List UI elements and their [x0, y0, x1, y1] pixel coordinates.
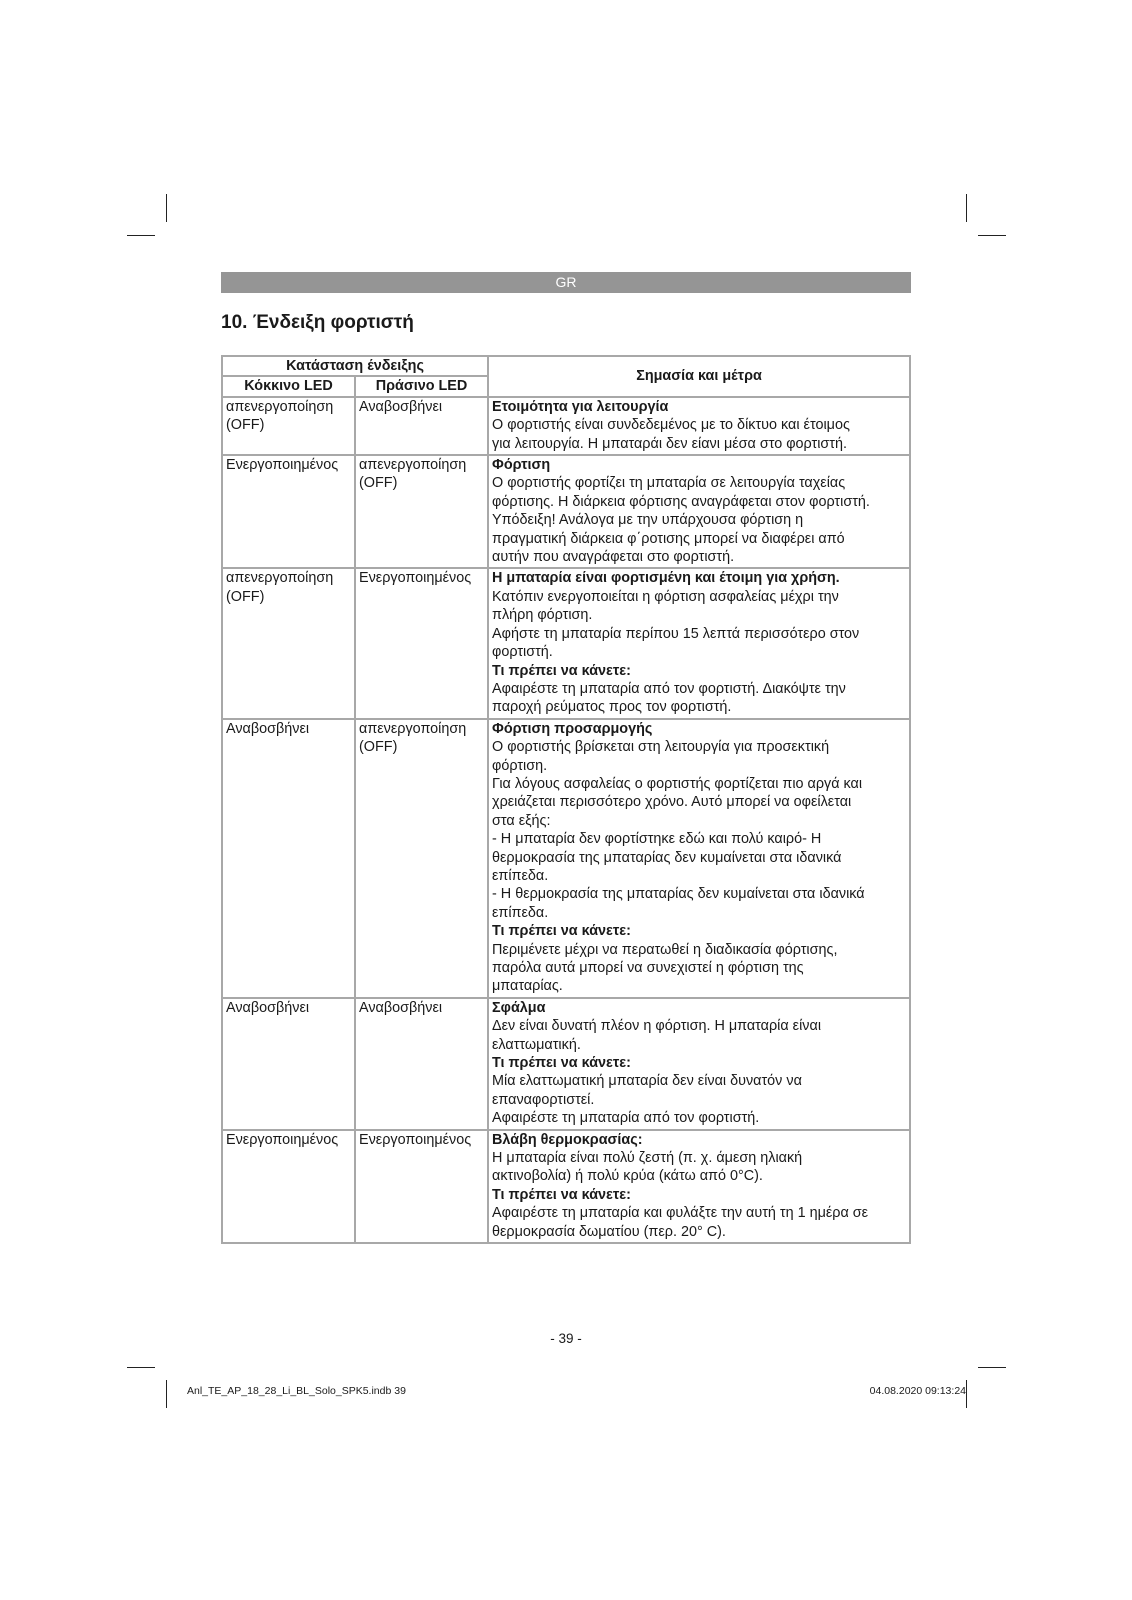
meaning-text: πλήρη φόρτιση. [492, 607, 593, 624]
meaning-text: στα εξής: [492, 812, 551, 829]
green-led-status-text: Ενεργοποιημένος [359, 1131, 472, 1148]
meaning-heading: Τι πρέπει να κάνετε: [492, 662, 631, 679]
meaning-text: αυτήν που αναγράφεται στο φορτιστή. [492, 549, 735, 566]
green-led-status [355, 568, 488, 718]
meaning-text: - Η θερμοκρασία της μπαταρίας δεν κυμαίνεται στα ιδανικά [492, 886, 865, 903]
table-row [222, 568, 910, 718]
green-led-status-text: Αναβοσβήνει [359, 398, 443, 415]
meaning-text: θερμοκρασία δωματίου (περ. 20° C). [492, 1223, 726, 1240]
meaning-heading: Φόρτιση [492, 457, 551, 474]
charger-indicator-table [221, 355, 911, 1244]
meaning-text: φόρτισης. Η διάρκεια φόρτισης αναγράφεται στον φορτιστή. [492, 493, 870, 510]
meaning-cell [488, 1130, 910, 1243]
meaning-text: Αφαιρέστε τη μπαταρία από τον φορτιστή. Διακόψτε την [492, 680, 846, 697]
meaning-text: Μία ελαττωματική μπαταρία δεν είναι δυνατόν να [492, 1073, 802, 1090]
language-bar: GR [221, 272, 911, 293]
header-red-led: Κόκκινο LED [222, 376, 355, 396]
red-led-status [222, 719, 355, 998]
meaning-text: για λειτουργία. Η μπαταράι δεν είανι μέσα στο φορτιστή. [492, 435, 847, 452]
table-row [222, 719, 910, 998]
red-led-status-text: Αναβοσβήνει [226, 720, 310, 737]
red-led-status-text: (OFF) [226, 417, 265, 434]
meaning-text: μπαταρίας. [492, 978, 563, 995]
meaning-heading: Τι πρέπει να κάνετε: [492, 1055, 631, 1072]
crop-mark-top-right-horizontal [978, 235, 1006, 236]
green-led-status [355, 719, 488, 998]
red-led-status-text: Αναβοσβήνει [226, 999, 310, 1016]
meaning-text: πραγματική διάρκεια φ΄ροτισης μπορεί να διαφέρει από [492, 530, 845, 547]
red-led-status [222, 397, 355, 455]
red-led-status [222, 1130, 355, 1243]
header-indicator-status: Κατάσταση ένδειξης [222, 356, 488, 376]
red-led-status-text: Ενεργοποιημένος [226, 1131, 339, 1148]
header-meaning-measures: Σημασία και μέτρα [488, 356, 910, 397]
meaning-text: Η μπαταρία είναι πολύ ζεστή (π. χ. άμεση ηλιακή [492, 1150, 803, 1167]
red-led-status-text: (OFF) [226, 588, 265, 605]
crop-mark-top-left-horizontal [127, 235, 155, 236]
meaning-text: Περιμένετε μέχρι να περατωθεί η διαδικασία φόρτισης, [492, 941, 838, 958]
crop-mark-bottom-left-horizontal [127, 1367, 155, 1368]
green-led-status-text: (OFF) [359, 739, 398, 756]
green-led-status [355, 397, 488, 455]
footer-file-info: Anl_TE_AP_18_28_Li_BL_Solo_SPK5.indb 39 [187, 1385, 406, 1397]
meaning-text: Ο φορτιστής είναι συνδεδεμένος με το δίκτυο και έτοιμος [492, 417, 850, 434]
meaning-text: Υπόδειξη! Ανάλογα με την υπάρχουσα φόρτιση η [492, 512, 804, 529]
meaning-text: παροχή ρεύματος προς τον φορτιστή. [492, 699, 732, 716]
meaning-heading: Σφάλμα [492, 999, 546, 1016]
table-body [222, 397, 910, 1243]
meaning-text: παρόλα αυτά μπορεί να συνεχιστεί η φόρτιση της [492, 960, 804, 976]
meaning-heading: Τι πρέπει να κάνετε: [492, 923, 631, 940]
meaning-cell [488, 455, 910, 568]
meaning-text: Κατόπιν ενεργοποιείται η φόρτιση ασφαλείας μέχρι την [492, 588, 839, 605]
meaning-text: φόρτιση. [492, 757, 548, 774]
green-led-status-text: απενεργοποίηση [359, 457, 467, 474]
page-number: - 39 - [550, 1331, 582, 1346]
table-row [222, 397, 910, 455]
meaning-text: Ο φορτιστής βρίσκεται στη λειτουργία για προσεκτική [492, 739, 830, 756]
meaning-heading: Φόρτιση προσαρμογής [492, 720, 653, 737]
meaning-text: φορτιστή. [492, 644, 553, 661]
footer-date-info: 04.08.2020 09:13:24 [869, 1385, 966, 1397]
meaning-text: Αφήστε τη μπαταρία περίπου 15 λεπτά περισσότερο στον [492, 625, 860, 642]
meaning-text: Αφαιρέστε τη μπαταρία από τον φορτιστή. [492, 1110, 760, 1127]
meaning-text: επαναφορτιστεί. [492, 1091, 595, 1108]
green-led-status [355, 998, 488, 1130]
red-led-status-text: απενεργοποίηση [226, 398, 334, 415]
meaning-text: επίπεδα. [492, 904, 549, 921]
meaning-cell [488, 568, 910, 718]
green-led-status-text: Ενεργοποιημένος [359, 570, 472, 587]
table-row [222, 998, 910, 1130]
header-green-led: Πράσινο LED [355, 376, 488, 396]
green-led-status [355, 455, 488, 568]
crop-mark-bottom-right-vertical [966, 1380, 967, 1408]
table-row [222, 1130, 910, 1243]
meaning-heading: Βλάβη θερμοκρασίας: [492, 1131, 643, 1148]
meaning-text: θερμοκρασία της μπαταρίας δεν κυμαίνεται στα ιδανικά [492, 849, 842, 866]
meaning-heading: Η μπαταρία είναι φορτισμένη και έτοιμη για χρήση. [492, 570, 840, 587]
red-led-status [222, 998, 355, 1130]
red-led-status [222, 455, 355, 568]
meaning-cell [488, 719, 910, 998]
green-led-status-text: Αναβοσβήνει [359, 999, 443, 1016]
meaning-cell [488, 998, 910, 1130]
red-led-status [222, 568, 355, 718]
red-led-status-text: απενεργοποίηση [226, 570, 334, 587]
crop-mark-bottom-right-horizontal [978, 1367, 1006, 1368]
crop-mark-top-right-vertical [966, 194, 967, 222]
meaning-text: Αφαιρέστε τη μπαταρία και φυλάξτε την αυτή τη 1 ημέρα σε [492, 1205, 869, 1222]
table-row [222, 455, 910, 568]
meaning-heading: Ετοιμότητα για λειτουργία [492, 398, 669, 415]
meaning-text: ακτινοβολία) ή πολύ κρύα (κάτω από 0°C). [492, 1168, 763, 1185]
green-led-status [355, 1130, 488, 1243]
meaning-text: Για λόγους ασφαλείας ο φορτιστής φορτίζεται πιο αργά και [492, 775, 863, 792]
green-led-status-text: απενεργοποίηση [359, 720, 467, 737]
meaning-heading: Τι πρέπει να κάνετε: [492, 1186, 631, 1203]
meaning-text: - Η μπαταρία δεν φορτίστηκε εδώ και πολύ καιρό- Η [492, 831, 822, 848]
meaning-text: χρειάζεται περισσότερο χρόνο. Αυτό μπορεί να οφείλεται [492, 794, 852, 811]
red-led-status-text: Ενεργοποιημένος [226, 457, 339, 474]
meaning-text: ελαττωματική. [492, 1036, 581, 1053]
meaning-cell [488, 397, 910, 455]
meaning-text: Ο φορτιστής φορτίζει τη μπαταρία σε λειτουργία ταχείας [492, 475, 846, 492]
green-led-status-text: (OFF) [359, 475, 398, 492]
crop-mark-top-left-vertical [166, 194, 167, 222]
section-title: 10. Ένδειξη φορτιστή [221, 312, 414, 333]
meaning-text: Δεν είναι δυνατή πλέον η φόρτιση. Η μπαταρία είναι [492, 1018, 822, 1035]
meaning-text: επίπεδα. [492, 867, 549, 884]
crop-mark-bottom-left-vertical [166, 1380, 167, 1408]
